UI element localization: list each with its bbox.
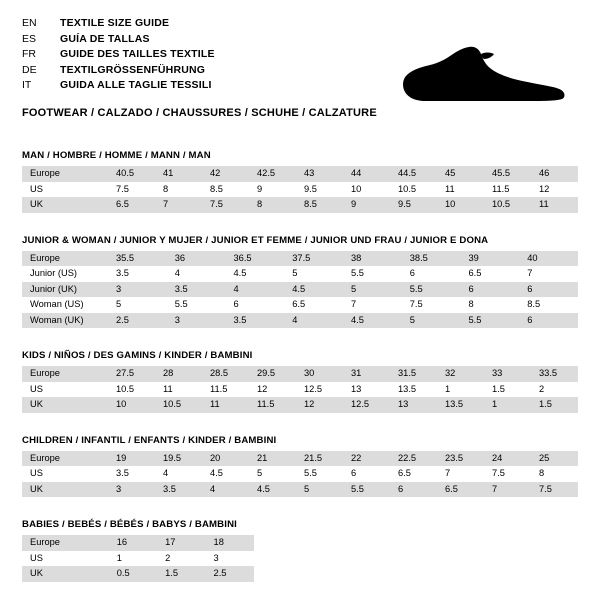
size-cell: 3.5 <box>155 482 202 498</box>
size-cell: 6 <box>343 466 390 482</box>
size-cell: 13.5 <box>390 382 437 398</box>
size-cell: 45.5 <box>484 166 531 182</box>
size-cell: 5.5 <box>343 482 390 498</box>
size-cell: 38.5 <box>402 251 461 267</box>
size-cell: 4 <box>155 466 202 482</box>
category-title: FOOTWEAR / CALZADO / CHAUSSURES / SCHUHE / CALZATURE <box>22 106 377 119</box>
size-cell: 40.5 <box>108 166 155 182</box>
size-cell: 6 <box>461 282 520 298</box>
size-cell: 5.5 <box>461 313 520 329</box>
row-label: UK <box>22 197 108 213</box>
size-cell: 32 <box>437 366 484 382</box>
size-cell: 3.5 <box>108 466 155 482</box>
row-label: US <box>22 466 108 482</box>
language-code: ES <box>22 32 37 45</box>
language-code: DE <box>22 63 37 76</box>
size-cell: 10.5 <box>155 397 202 413</box>
size-cell: 45 <box>437 166 484 182</box>
size-cell: 7 <box>155 197 202 213</box>
size-cell: 46 <box>531 166 578 182</box>
size-cell: 4.5 <box>202 466 249 482</box>
size-cell: 4 <box>226 282 285 298</box>
table-row <box>22 182 578 198</box>
size-cell: 17 <box>157 535 205 551</box>
size-cell: 10.5 <box>108 382 155 398</box>
row-label: Woman (US) <box>22 297 108 313</box>
size-cell: 16 <box>109 535 157 551</box>
size-cell: 5 <box>402 313 461 329</box>
table-row <box>22 366 578 382</box>
block-title: JUNIOR & WOMAN / JUNIOR Y MUJER / JUNIOR ET FEMME / JUNIOR UND FRAU / JUNIOR E DONA <box>22 234 489 246</box>
size-cell: 6.5 <box>437 482 484 498</box>
size-cell: 4.5 <box>284 282 343 298</box>
size-cell: 4.5 <box>343 313 402 329</box>
size-cell: 23.5 <box>437 451 484 467</box>
size-cell: 3 <box>108 482 155 498</box>
size-cell: 6.5 <box>108 197 155 213</box>
size-cell: 5 <box>296 482 343 498</box>
language-title-table <box>22 16 215 94</box>
size-cell: 6 <box>519 282 578 298</box>
size-cell: 10.5 <box>390 182 437 198</box>
size-cell: 8 <box>249 197 296 213</box>
size-cell: 13 <box>343 382 390 398</box>
block-title: BABIES / BEBÉS / BÉBÉS / BABYS / BAMBINI <box>22 519 237 530</box>
size-cell: 43 <box>296 166 343 182</box>
size-cell: 1 <box>484 397 531 413</box>
size-cell: 3.5 <box>108 266 167 282</box>
table-row <box>22 251 578 267</box>
size-cell: 13 <box>390 397 437 413</box>
size-cell: 6 <box>402 266 461 282</box>
size-cell: 7 <box>343 297 402 313</box>
size-cell: 20 <box>202 451 249 467</box>
table-row <box>22 566 254 582</box>
block-title: CHILDREN / INFANTIL / ENFANTS / KINDER / BAMBINI <box>22 434 277 446</box>
row-label: Europe <box>22 166 108 182</box>
size-cell: 4 <box>284 313 343 329</box>
size-cell: 9 <box>343 197 390 213</box>
size-cell: 18 <box>206 535 254 551</box>
table-row <box>22 535 254 551</box>
size-cell: 22 <box>343 451 390 467</box>
table-row <box>22 297 578 313</box>
size-cell: 24 <box>484 451 531 467</box>
size-cell: 5 <box>343 282 402 298</box>
size-cell: 13.5 <box>437 397 484 413</box>
size-cell: 1 <box>109 551 157 567</box>
size-cell: 4.5 <box>249 482 296 498</box>
row-label: Europe <box>22 451 108 467</box>
size-cell: 8.5 <box>519 297 578 313</box>
size-cell: 0.5 <box>109 566 157 582</box>
size-cell: 6.5 <box>461 266 520 282</box>
size-cell: 3 <box>108 282 167 298</box>
size-cell: 25 <box>531 451 578 467</box>
table-row <box>22 166 578 182</box>
table-row <box>22 451 578 467</box>
size-cell: 12.5 <box>296 382 343 398</box>
language-title: GUIDE DES TAILLES TEXTILE <box>60 48 215 60</box>
size-cell: 5.5 <box>167 297 226 313</box>
size-cell: 28.5 <box>202 366 249 382</box>
size-cell: 7 <box>437 466 484 482</box>
size-cell: 33.5 <box>531 366 578 382</box>
size-cell: 5.5 <box>402 282 461 298</box>
size-cell: 30 <box>296 366 343 382</box>
language-code: EN <box>22 17 37 29</box>
size-cell: 11 <box>531 197 578 213</box>
size-cell: 11.5 <box>202 382 249 398</box>
size-cell: 3 <box>167 313 226 329</box>
row-label: Junior (US) <box>22 266 108 282</box>
size-cell: 8 <box>531 466 578 482</box>
size-cell: 19.5 <box>155 451 202 467</box>
size-cell: 4 <box>167 266 226 282</box>
table-row <box>22 397 578 413</box>
size-cell: 9 <box>249 182 296 198</box>
size-cell: 10 <box>343 182 390 198</box>
table-row <box>22 197 578 213</box>
size-cell: 7.5 <box>202 197 249 213</box>
size-cell: 19 <box>108 451 155 467</box>
size-cell: 7.5 <box>108 182 155 198</box>
size-cell: 4 <box>202 482 249 498</box>
dress-shoe-icon <box>386 38 576 108</box>
size-cell: 39 <box>461 251 520 267</box>
size-cell: 36.5 <box>226 251 285 267</box>
size-cell: 2 <box>531 382 578 398</box>
language-title-body <box>22 16 215 94</box>
size-cell: 36 <box>167 251 226 267</box>
size-cell: 10.5 <box>484 197 531 213</box>
size-cell: 31 <box>343 366 390 382</box>
row-label: Woman (UK) <box>22 313 108 329</box>
size-cell: 2.5 <box>206 566 254 582</box>
size-block-babies <box>22 519 578 582</box>
row-label: UK <box>22 566 109 582</box>
size-cell: 7.5 <box>531 482 578 498</box>
language-row <box>22 32 215 48</box>
size-cell: 11 <box>155 382 202 398</box>
row-label: Europe <box>22 535 109 551</box>
row-label: Europe <box>22 366 108 382</box>
size-cell: 7 <box>484 482 531 498</box>
size-cell: 3.5 <box>167 282 226 298</box>
size-cell: 33 <box>484 366 531 382</box>
size-cell: 28 <box>155 366 202 382</box>
table-row <box>22 466 578 482</box>
language-title: GUÍA DE TALLAS <box>60 32 150 45</box>
table-row <box>22 282 578 298</box>
block-title: MAN / HOMBRE / HOMME / MANN / MAN <box>22 150 211 161</box>
size-cell: 3 <box>206 551 254 567</box>
size-cell: 5.5 <box>296 466 343 482</box>
language-title: TEXTILGRÖSSENFÜHRUNG <box>60 63 206 76</box>
size-cell: 5 <box>284 266 343 282</box>
table-row <box>22 313 578 329</box>
size-block-man <box>22 150 578 213</box>
size-cell: 5 <box>249 466 296 482</box>
size-cell: 10 <box>108 397 155 413</box>
size-cell: 11 <box>437 182 484 198</box>
size-cell: 22.5 <box>390 451 437 467</box>
size-cell: 38 <box>343 251 402 267</box>
size-table-junior-woman <box>22 251 578 329</box>
size-cell: 42.5 <box>249 166 296 182</box>
size-cell: 21.5 <box>296 451 343 467</box>
size-cell: 12 <box>531 182 578 198</box>
size-cell: 8 <box>155 182 202 198</box>
document-header <box>22 16 578 119</box>
size-cell: 2 <box>157 551 205 567</box>
size-cell: 7.5 <box>484 466 531 482</box>
size-cell: 1.5 <box>531 397 578 413</box>
size-cell: 37.5 <box>284 251 343 267</box>
table-row <box>22 482 578 498</box>
size-cell: 8.5 <box>296 197 343 213</box>
size-cell: 42 <box>202 166 249 182</box>
size-cell: 3.5 <box>226 313 285 329</box>
size-cell: 44 <box>343 166 390 182</box>
size-cell: 1.5 <box>484 382 531 398</box>
size-cell: 8 <box>461 297 520 313</box>
language-code: FR <box>22 48 36 60</box>
size-cell: 12 <box>249 382 296 398</box>
size-cell: 10 <box>437 197 484 213</box>
size-block-children <box>22 435 578 498</box>
language-title: GUIDA ALLE TAGLIE TESSILI <box>60 79 212 91</box>
language-code: IT <box>22 79 32 91</box>
size-cell: 8.5 <box>202 182 249 198</box>
size-cell: 21 <box>249 451 296 467</box>
size-table-man <box>22 166 578 213</box>
block-title: KIDS / NIÑOS / DES GAMINS / KINDER / BAMBINI <box>22 350 253 361</box>
size-cell: 11.5 <box>484 182 531 198</box>
size-cell: 12.5 <box>343 397 390 413</box>
size-cell: 9.5 <box>296 182 343 198</box>
language-title: TEXTILE SIZE GUIDE <box>60 17 170 29</box>
row-label: Europe <box>22 251 108 267</box>
size-cell: 41 <box>155 166 202 182</box>
size-cell: 6 <box>519 313 578 329</box>
size-cell: 6.5 <box>284 297 343 313</box>
row-label: US <box>22 182 108 198</box>
row-label: UK <box>22 397 108 413</box>
language-row <box>22 47 215 63</box>
size-cell: 5.5 <box>343 266 402 282</box>
row-label: US <box>22 551 109 567</box>
size-cell: 11 <box>202 397 249 413</box>
size-cell: 44.5 <box>390 166 437 182</box>
row-label: US <box>22 382 108 398</box>
size-cell: 35.5 <box>108 251 167 267</box>
size-cell: 1 <box>437 382 484 398</box>
size-cell: 27.5 <box>108 366 155 382</box>
size-cell: 5 <box>108 297 167 313</box>
size-cell: 9.5 <box>390 197 437 213</box>
language-row <box>22 78 215 94</box>
table-row <box>22 266 578 282</box>
size-cell: 2.5 <box>108 313 167 329</box>
size-table-children <box>22 451 578 498</box>
row-label: UK <box>22 482 108 498</box>
size-cell: 6 <box>226 297 285 313</box>
size-cell: 31.5 <box>390 366 437 382</box>
language-row <box>22 63 215 79</box>
size-cell: 12 <box>296 397 343 413</box>
size-cell: 7.5 <box>402 297 461 313</box>
size-table-kids <box>22 366 578 413</box>
size-cell: 1.5 <box>157 566 205 582</box>
size-cell: 11.5 <box>249 397 296 413</box>
size-block-kids <box>22 350 578 413</box>
size-cell: 29.5 <box>249 366 296 382</box>
size-cell: 6 <box>390 482 437 498</box>
size-cell: 7 <box>519 266 578 282</box>
language-row <box>22 16 215 32</box>
size-cell: 6.5 <box>390 466 437 482</box>
row-label: Junior (UK) <box>22 282 108 298</box>
size-cell: 40 <box>519 251 578 267</box>
table-row <box>22 551 254 567</box>
table-row <box>22 382 578 398</box>
size-cell: 4.5 <box>226 266 285 282</box>
size-block-junior-woman <box>22 235 578 329</box>
size-table-babies <box>22 535 254 582</box>
